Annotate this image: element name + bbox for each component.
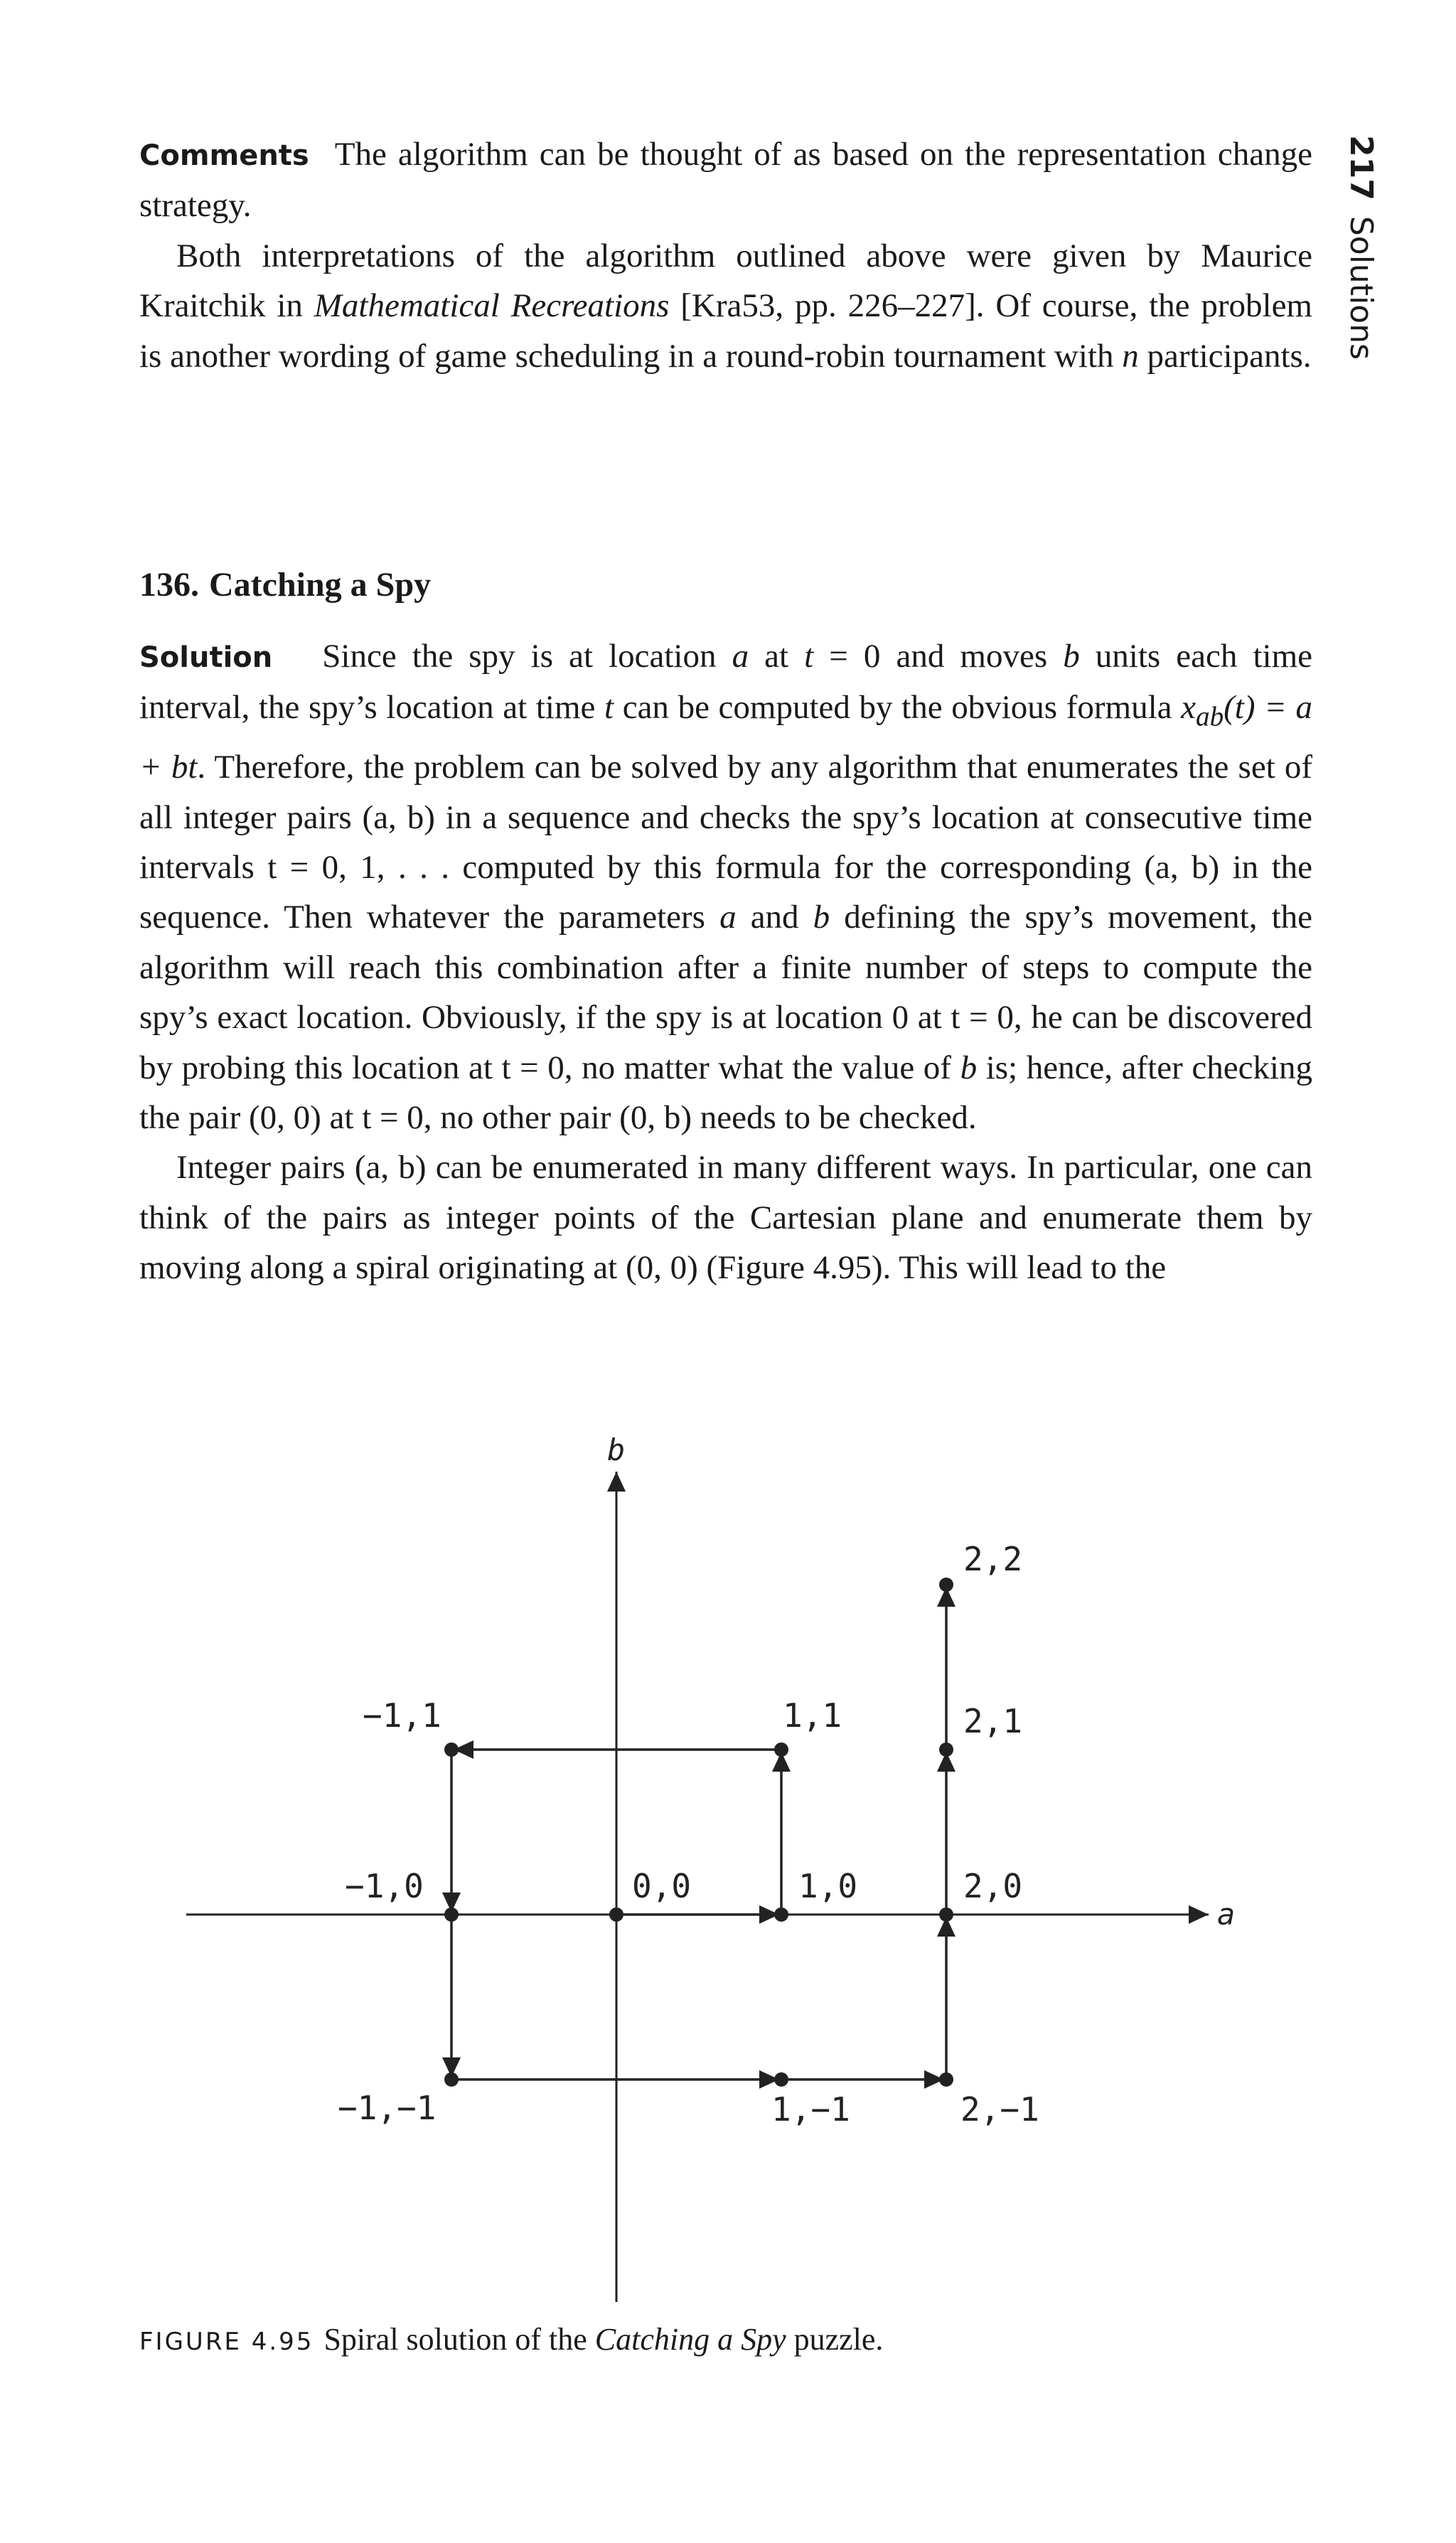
lattice-point xyxy=(444,1907,459,1922)
solution-paragraph-2: Integer pairs (a, b) can be enumerated in many different ways. In particular, one can think of the pairs as integer points of the Cartesian plane and enumerate them by moving along a spiral originating at (0, 0) (Figure 4.95). This will lead to the xyxy=(139,1149,1312,1287)
point-label: −1,0 xyxy=(345,1867,424,1905)
lattice-point xyxy=(939,1907,953,1922)
comments-block xyxy=(139,129,1312,381)
caption-title: Catching a Spy xyxy=(594,2322,786,2357)
point-label: 1,−1 xyxy=(771,2090,850,2129)
point-label: −1,1 xyxy=(363,1696,441,1735)
comments-paragraph-2: Both interpretations of the algorithm outlined above were given by Maurice Kraitchik in Mathematical Recreations [Kra53, pp. 226–227]. Of course, the problem is another wording of game scheduling in a round-robin tournament with n participants. xyxy=(139,237,1312,375)
spiral-figure xyxy=(178,1429,1273,2318)
formula: (t) = a + bt xyxy=(139,689,1313,786)
point-label: 2,2 xyxy=(963,1540,1023,1578)
section-title: Catching a Spy xyxy=(209,566,432,604)
solution-paragraph-1: Solution Since the spy is at location a at t = 0 and moves b units each time interval, the spy’s location at time t can be computed by the obvious formula $x_{ab}(t) = a$ + bt. Therefore, the problem can be solved by any algorithm that enumerates the set of all integer pairs (a, b) in a sequence and checks the spy’s location at consecutive time intervals t = 0, 1, . . . computed by this formula for the corresponding (a, b) in the sequence. Then whatever the parameters a and b defining the spy’s movement, the algorithm will reach this combination after a finite number of steps to compute the spy’s exact location. Obviously, if the spy is at location 0 at t = 0, he can be discovered by probing this location at t = 0, no matter what the value of b is; hence, after checking the pair (0, 0) at t = 0, no other pair (0, b) needs to be checked. xyxy=(139,638,1313,1137)
axis-b-label: b xyxy=(607,1433,626,1467)
spiral-diagram xyxy=(178,1429,1273,2318)
lattice-point xyxy=(939,1742,953,1757)
a-axis-arrow xyxy=(1189,1905,1209,1924)
lattice-point xyxy=(774,1742,788,1757)
running-head-section: Solutions xyxy=(1343,215,1379,360)
figure-caption: FIGURE 4.95 Spiral solution of the Catching a Spy puzzle. xyxy=(139,2322,884,2357)
solution-block xyxy=(139,631,1312,1293)
lattice-point xyxy=(939,2072,953,2087)
point-label: −1,−1 xyxy=(338,2089,437,2127)
running-head xyxy=(1343,135,1379,370)
axes xyxy=(186,1472,1209,2302)
spiral-path xyxy=(442,1585,956,2089)
lattice-point xyxy=(939,1578,953,1592)
comments-text-1: The algorithm can be thought of as based on the representation change strategy. xyxy=(139,136,1312,225)
lattice-point xyxy=(609,1907,623,1922)
point-label: 2,1 xyxy=(963,1702,1023,1740)
section-number: 136. xyxy=(139,566,199,604)
point-label: 1,0 xyxy=(798,1867,858,1905)
point-label: 2,0 xyxy=(963,1867,1023,1905)
lattice-point xyxy=(444,1742,459,1757)
lattice-point xyxy=(774,2072,788,2087)
comments-label: Comments xyxy=(139,139,309,172)
running-head-text xyxy=(1343,135,1379,360)
point-label: 1,1 xyxy=(783,1696,842,1735)
comments-paragraph-1 xyxy=(139,129,1312,231)
b-axis-arrow xyxy=(607,1472,626,1492)
section-heading xyxy=(139,565,431,604)
book-title: Mathematical Recreations xyxy=(314,287,670,325)
lattice-point xyxy=(444,2072,459,2087)
lattice-points xyxy=(338,1540,1039,2129)
point-label: 2,−1 xyxy=(960,2090,1039,2129)
page-number: 217 xyxy=(1343,135,1379,200)
solution-label: Solution xyxy=(139,641,273,674)
lattice-point xyxy=(774,1907,788,1922)
axis-a-label: a xyxy=(1217,1897,1236,1932)
figure-number: FIGURE 4.95 xyxy=(139,2328,314,2356)
point-label: 0,0 xyxy=(632,1867,692,1905)
